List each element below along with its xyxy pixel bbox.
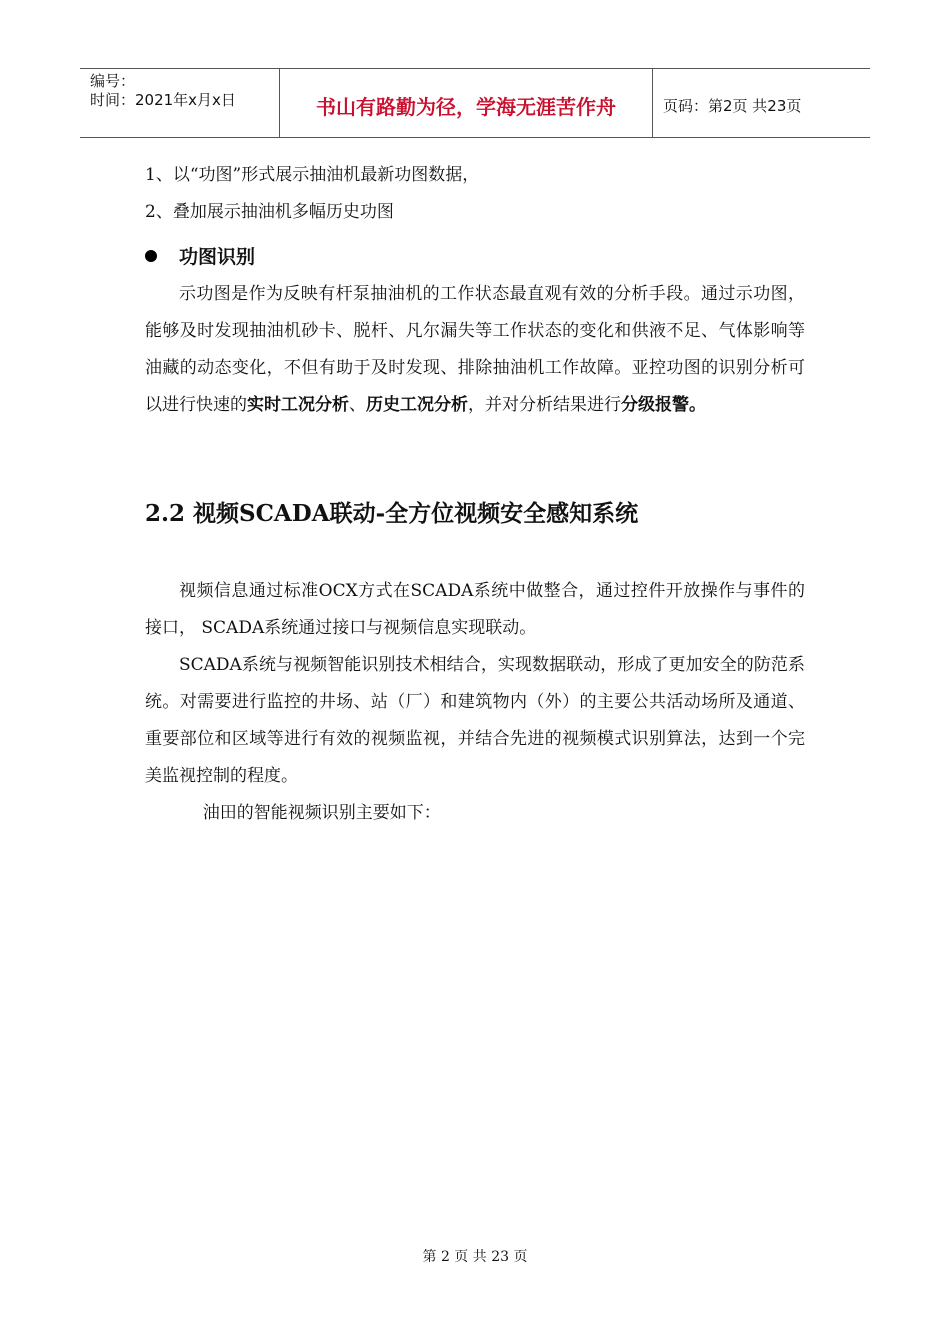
number-label: 编号： (90, 72, 136, 90)
gongtu-text-part1: 示功图是作为反映有杆泵抽油机的工作状态最直观有效的分析手段。通过示功图，能够及时发现抽油机砂卡、脱杆、凡尔漏失等工作状态的变化和供液不足、气体影响等油藏的动态变化，不但有助于及时发现、排除抽油机工作故障。亚控功图的识别分析可以进行快速的 (145, 284, 805, 415)
history-analysis-bold: 历史工况分析 (366, 395, 468, 415)
gongtu-text-part2: ，并对分析结果进行 (468, 395, 621, 415)
list-item-1: 1、以“功图”形式展示抽油机最新功图数据， (145, 165, 480, 185)
video-paragraph-1: 视频信息通过标准OCX方式在SCADA系统中做整合，通过控件开放操作与事件的接口， SCADA系统通过接口与视频信息实现联动。 (145, 581, 805, 638)
gongtu-paragraph (145, 276, 805, 424)
bullet-icon (145, 250, 157, 262)
section-title: 功图识别 (179, 246, 256, 268)
page-footer: 第 2 页 共 23 页 (422, 1249, 528, 1265)
header-meta (80, 69, 280, 137)
header-page-info: 页码：第2页 共23页 (663, 96, 802, 115)
video-section-body (145, 573, 805, 832)
separator-text: 、 (349, 395, 366, 415)
realtime-analysis-bold: 实时工况分析 (247, 395, 349, 415)
video-paragraph-2: SCADA系统与视频智能识别技术相结合，实现数据联动，形成了更加安全的防范系统。对需要进行监控的井场、站（厂）和建筑物内（外）的主要公共活动场所及通道、重要部位和区域等进行有效的视频监视，并结合先进的视频模式识别算法，达到一个完美监视控制的程度。 (145, 655, 805, 786)
list-item-2: 2、叠加展示抽油机多幅历史功图 (145, 202, 394, 222)
section-heading-2-2: 2.2 视频SCADA联动-全方位视频安全感知系统 (145, 500, 639, 527)
grade-alarm-bold: 分级报警。 (621, 395, 706, 415)
section-gongtu-heading (145, 242, 255, 269)
video-paragraph-3: 油田的智能视频识别主要如下： (202, 803, 441, 823)
page-header (80, 68, 870, 138)
time-label: 时间：2021年x月x日 (90, 91, 236, 109)
header-motto: 书山有路勤为径，学海无涯苦作舟 (280, 69, 653, 137)
